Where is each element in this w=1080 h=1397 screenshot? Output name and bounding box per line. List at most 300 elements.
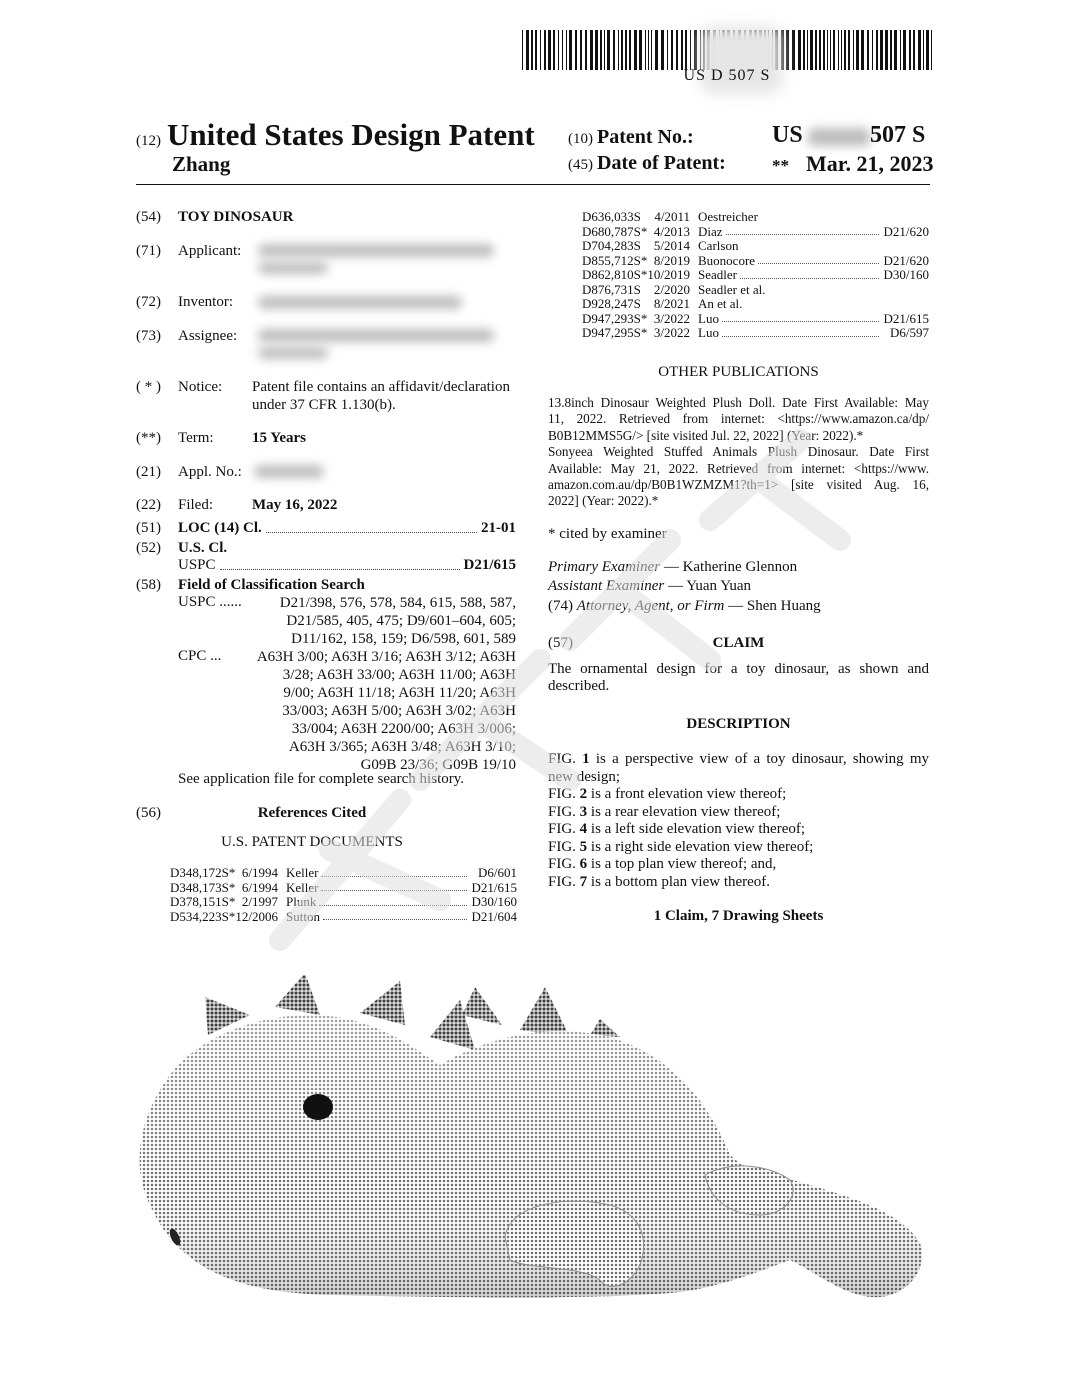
ref-class: D6/597: [890, 325, 929, 340]
search-uspc-prefix: USPC ......: [178, 594, 242, 610]
ref-star: *: [228, 879, 236, 895]
ref-date: 10/2019: [647, 267, 690, 282]
ref-class: [884, 239, 930, 254]
fig-text: is a bottom plan view thereof.: [590, 873, 771, 890]
barcode-bar: [872, 30, 873, 70]
fig-text: is a front elevation view thereof;: [590, 786, 787, 802]
fig-text: is a right side elevation view thereof;: [590, 838, 814, 855]
date-of-patent-line: [568, 152, 726, 175]
barcode-bar: [618, 30, 619, 70]
title-text: United States Design Patent: [167, 117, 535, 152]
ref-kind: S: [633, 325, 641, 340]
fig-prefix: FIG.: [548, 873, 576, 890]
ref-star: *: [228, 908, 236, 924]
ref-name: Keller: [286, 866, 472, 881]
code-term: (**): [136, 430, 161, 446]
ref-name: An et al.: [698, 296, 743, 311]
barcode-bar: [639, 30, 642, 70]
ref-number: D876,731: [582, 281, 634, 297]
barcode-bar: [856, 30, 859, 70]
ref-class: D21/620: [883, 223, 929, 239]
ref-name: Seadler et al.: [698, 281, 766, 297]
code-71: (71): [136, 243, 161, 259]
barcode-bar: [531, 30, 533, 70]
claims-sheets-summary: 1 Claim, 7 Drawing Sheets: [653, 908, 824, 924]
search-uspc-classes: [250, 594, 516, 648]
ref-name: Carlson: [698, 238, 739, 253]
ref-kind: S: [221, 879, 229, 895]
barcode-bar: [798, 30, 801, 70]
search-uspc-line: D21/585, 405, 475; D9/601–604, 605;: [286, 613, 516, 629]
pub2-line: Available: May 21, 2022. Retrieved from internet: <https://www.: [548, 460, 929, 476]
barcode-bar: [667, 30, 668, 70]
barcode-bar: [913, 30, 915, 70]
notice-line-1: Patent file contains an affidavit/declaration: [252, 379, 510, 395]
code-56: (56): [136, 805, 161, 821]
ref-kind: S: [633, 252, 641, 268]
figure-description-line: [548, 856, 929, 874]
ref-date: 8/2021: [653, 296, 690, 311]
barcode-bar: [661, 30, 664, 70]
ref-leader: [758, 262, 878, 264]
ref-name: Diaz: [698, 225, 884, 240]
pub2-line: 2022] (Year: 2022).*: [548, 493, 659, 509]
appl-no-label: Appl. No.:: [178, 464, 242, 480]
barcode-bar: [544, 30, 546, 70]
attorney-label: Attorney, Agent, or Firm: [576, 598, 725, 614]
ref-number: D855,712: [582, 252, 634, 268]
ref-class: D21/604: [471, 908, 517, 924]
barcode-bar: [931, 30, 932, 70]
dinosaur-eye: [303, 1094, 333, 1120]
ref-number: D378,151: [170, 894, 222, 909]
field-of-search-label: Field of Classification Search: [178, 577, 365, 593]
ref-leader: [726, 233, 879, 235]
inventor-surname: Zhang: [172, 152, 231, 176]
search-cpc-line: 33/004; A63H 2200/00; A63H 3/006;: [291, 721, 516, 737]
other-publications-heading: OTHER PUBLICATIONS: [658, 364, 819, 380]
fig-text: is a perspective view of a toy dinosaur, showing my: [595, 751, 930, 767]
barcode-bar: [604, 30, 605, 70]
ref-date: 12/2006: [235, 908, 278, 924]
uspc-label: USPC: [178, 557, 216, 573]
ref-number: D636,033: [582, 209, 634, 224]
claim-line: described.: [548, 678, 610, 694]
primary-examiner-label: Primary Examiner: [548, 559, 661, 575]
ref-star: *: [228, 865, 236, 880]
barcode-bar: [867, 30, 869, 70]
ref-star: *: [640, 310, 648, 326]
barcode-bar: [838, 30, 839, 70]
ref-kind: S: [633, 310, 641, 326]
term-label: Term:: [178, 430, 214, 446]
barcode-text: US D 507 S: [683, 67, 771, 84]
claim-heading: CLAIM: [712, 635, 765, 651]
ref-kind: S: [633, 238, 641, 253]
code-52: (52): [136, 540, 161, 556]
search-cpc-line: G09B 23/36; G09B 19/10: [360, 757, 516, 773]
ref-date: 2/2020: [653, 281, 690, 297]
fig-prefix: FIG.: [548, 856, 576, 872]
header-rule: [136, 184, 930, 185]
ref-leader: [321, 889, 466, 891]
barcode-bar: [625, 30, 627, 70]
pub1-line: B0B12MMS5G/> [site visited Jul. 22, 2022] (Year: 2022).*: [548, 427, 864, 443]
patent-type-title: [136, 117, 535, 153]
patent-number-suffix: 507 S: [870, 122, 926, 148]
ref-number: D704,283: [582, 238, 634, 253]
ref-star: *: [640, 325, 648, 340]
cited-by-examiner-note: * cited by examiner: [548, 526, 667, 542]
barcode-bar: [848, 30, 850, 70]
barcode-bar: [894, 30, 897, 70]
ref-leader: [321, 875, 466, 877]
barcode-bar: [918, 30, 921, 70]
ref-name: Keller: [286, 881, 472, 896]
notice-label: Notice:: [178, 379, 223, 395]
ref-star: *: [228, 894, 236, 909]
attorney-line: [548, 598, 821, 615]
assignee-label: Assignee:: [178, 328, 238, 344]
ref-kind: S: [221, 894, 229, 909]
code-72: (72): [136, 294, 161, 310]
barcode-bar: [861, 30, 864, 70]
ref-leader: [319, 904, 466, 906]
barcode-bar: [569, 30, 572, 70]
fig-number: 1: [582, 751, 590, 767]
references-cited-heading: References Cited: [257, 805, 367, 821]
barcode-bar: [830, 30, 831, 70]
barcode-bar: [876, 30, 878, 70]
claim-line: The ornamental design for a toy dinosaur, as shown and: [548, 661, 929, 677]
applicant-redaction: [258, 244, 494, 257]
figure-list: [548, 751, 929, 891]
barcode-bar: [819, 30, 821, 70]
patent-number-redaction: [808, 128, 870, 146]
ref-number: D680,787: [582, 223, 634, 239]
term-value: 15 Years: [252, 430, 307, 446]
refs_left-row: [170, 881, 517, 896]
barcode-bar: [580, 30, 582, 70]
barcode-bar: [600, 30, 602, 70]
ref-class: D21/615: [883, 310, 929, 326]
figure-description-line: [548, 751, 929, 769]
loc-value: 21-01: [481, 520, 516, 536]
ref-date: 6/1994: [241, 865, 278, 880]
search-cpc-line: 3/28; A63H 33/00; A63H 11/00; A63H: [282, 667, 516, 683]
pub2-line: Sonyeea Weighted Stuffed Animals Plush Dinosaur. Date First: [548, 444, 929, 460]
ref-class: [884, 210, 930, 225]
fig-text: is a top plan view thereof; and,: [590, 856, 777, 872]
fig-text: is a rear elevation view thereof;: [590, 803, 781, 820]
barcode-bar: [535, 30, 537, 70]
refs_right-row: [582, 225, 929, 240]
search-cpc-line: A63H 3/365; A63H 3/48; A63H 3/10;: [288, 739, 516, 755]
ref-number: D348,172: [170, 865, 222, 880]
barcode-bar: [900, 30, 901, 70]
claim-text: [548, 661, 929, 695]
code-51: (51): [136, 520, 161, 536]
ref-kind: S: [221, 908, 229, 924]
ref-class: D30/160: [883, 267, 929, 282]
barcode-bar: [923, 30, 924, 70]
ref-date: 4/2011: [654, 209, 690, 224]
barcode-bar: [671, 30, 673, 70]
patent-number-line: [568, 126, 694, 149]
fig-prefix: FIG.: [548, 838, 576, 855]
primary-examiner-line: [548, 559, 797, 576]
barcode-bar: [786, 30, 789, 70]
fig-prefix: FIG.: [548, 803, 576, 820]
figure-description-line: [548, 874, 929, 892]
fig-number: 7: [579, 873, 588, 890]
code-74: (74): [548, 598, 573, 614]
ref-number: D928,247: [582, 296, 634, 311]
barcode-bar: [926, 30, 929, 70]
barcode-bar: [540, 30, 541, 70]
search-cpc-prefix: CPC ...: [178, 648, 222, 664]
refs_right-row: [582, 312, 929, 327]
barcode-bar: [607, 30, 610, 70]
ref-kind: S: [633, 209, 641, 224]
barcode-bar: [880, 30, 883, 70]
figure-description-line: [548, 839, 929, 857]
barcode-bar: [909, 30, 911, 70]
appl-no-redaction: [254, 465, 324, 478]
figure-description-line: [548, 786, 929, 804]
code-57: (57): [548, 635, 573, 651]
uspc-leader: [220, 557, 460, 570]
assistant-examiner-line: [548, 578, 751, 595]
barcode-bar: [558, 30, 559, 70]
barcode-bar: [815, 30, 817, 70]
filed-value: May 16, 2022: [252, 497, 338, 513]
code-notice: ( * ): [136, 379, 161, 395]
ref-date: 6/1994: [241, 879, 278, 895]
other-publication-1: [548, 395, 929, 510]
inventor-redaction: [258, 296, 462, 309]
barcode-bar: [823, 30, 825, 70]
ref-number: D947,295: [582, 325, 634, 340]
barcode-bar: [890, 30, 892, 70]
figure-description-line: [548, 769, 929, 787]
barcode-bar: [566, 30, 567, 70]
refs_left-row: [170, 895, 517, 910]
code-54: (54): [136, 209, 161, 225]
barcode-bar: [613, 30, 615, 70]
search-cpc-classes: [234, 648, 516, 774]
toy-dinosaur-figure: [130, 975, 930, 1305]
ref-name: Plunk: [286, 895, 472, 910]
barcode-bar: [803, 30, 805, 70]
applicant-label: Applicant:: [178, 243, 242, 259]
refs_left-row: [170, 866, 517, 881]
ref-class: D21/620: [883, 252, 929, 268]
fig-number: 3: [579, 803, 588, 820]
assistant-examiner-name: — Yuan Yuan: [668, 578, 752, 594]
pub2-line: amazon.com.au/dp/B0B1WZMZM1?th=1> [site visited Aug. 16,: [548, 477, 929, 493]
code-58: (58): [136, 577, 161, 593]
code-10: (10): [568, 131, 593, 147]
uspc-value: D21/615: [463, 557, 516, 573]
barcode-bar: [694, 30, 697, 70]
ref-name: Luo: [698, 326, 884, 341]
barcode-bar: [885, 30, 888, 70]
applicant-redaction-2: [258, 262, 328, 274]
barcode-bar: [681, 30, 683, 70]
barcode-bar: [676, 30, 678, 70]
ref-kind: S: [633, 281, 641, 297]
code-22: (22): [136, 497, 161, 513]
code-21: (21): [136, 464, 161, 480]
ref-name: Buonocore: [698, 254, 884, 269]
ref-name: Sutton: [286, 910, 472, 925]
refs_right-row: [582, 254, 929, 269]
barcode-bar: [827, 30, 828, 70]
fig-number: 5: [579, 838, 588, 855]
fig-prefix: FIG.: [548, 821, 576, 837]
uspc-line: [178, 557, 516, 574]
ref-leader: [722, 320, 879, 322]
barcode-bar: [585, 30, 587, 70]
ref-number: D947,293: [582, 310, 634, 326]
barcode-bar: [648, 30, 649, 70]
ref-class: D6/601: [478, 865, 517, 880]
search-cpc-line: 9/00; A63H 11/18; A63H 11/20; A63H: [283, 685, 516, 701]
ref-leader: [722, 335, 879, 337]
ref-kind: S: [633, 296, 641, 311]
barcode-bar: [651, 30, 652, 70]
figure-description-line: [548, 804, 929, 822]
fig-text: is a left side elevation view thereof;: [590, 821, 806, 837]
primary-examiner-name: — Katherine Glennon: [663, 559, 798, 575]
barcode-bar: [833, 30, 835, 70]
barcode-bar: [595, 30, 598, 70]
barcode-bar: [655, 30, 658, 70]
code-73: (73): [136, 328, 161, 344]
ref-star: *: [640, 267, 648, 282]
filed-label: Filed:: [178, 497, 214, 513]
barcode-bar: [645, 30, 646, 70]
loc-class-line: [178, 520, 516, 537]
fig-number: 6: [579, 856, 588, 872]
pub1-line: 13.8inch Dinosaur Weighted Plush Doll. Date First Available: May: [548, 395, 929, 410]
ref-number: D534,223: [170, 908, 222, 924]
barcode-bar: [844, 30, 846, 70]
ref-name: Oestreicher: [698, 209, 758, 224]
us-patent-documents-heading: U.S. PATENT DOCUMENTS: [221, 834, 403, 850]
ref-kind: S: [633, 267, 641, 282]
ref-leader: [323, 918, 467, 920]
pub1-line: 11, 2022. Retrieved from internet: <https://www.amazon.ca/dp/: [548, 411, 929, 427]
barcode-bar: [634, 30, 637, 70]
fig-text: new design;: [548, 768, 621, 785]
assignee-redaction: [258, 329, 494, 342]
ref-class: [884, 283, 930, 298]
ref-class: D30/160: [471, 894, 517, 909]
barcode-bar: [685, 30, 687, 70]
barcode-bar: [562, 30, 563, 70]
refs_left-row: [170, 910, 517, 925]
search-cpc-line: 33/003; A63H 5/00; A63H 3/02; A63H: [282, 703, 516, 719]
assistant-examiner-label: Assistant Examiner: [548, 578, 665, 594]
barcode-bar: [841, 30, 842, 70]
barcode-bar: [807, 30, 808, 70]
ref-date: 5/2014: [653, 238, 690, 253]
design-title: TOY DINOSAUR: [178, 209, 294, 225]
code-45: (45): [568, 157, 593, 173]
ref-star: *: [640, 252, 648, 268]
ref-number: D348,173: [170, 879, 222, 895]
search-uspc-line: D21/398, 576, 578, 584, 615, 588, 587,: [279, 595, 516, 611]
loc-label: LOC (14) Cl.: [178, 520, 262, 536]
ref-kind: S: [633, 223, 641, 239]
refs_right-row: [582, 283, 929, 298]
barcode-bar: [792, 30, 795, 70]
barcode-bar: [548, 30, 551, 70]
ref-date: 4/2013: [653, 223, 690, 239]
fig-number: 2: [579, 786, 588, 802]
assignee-redaction-2: [258, 347, 328, 359]
barcode-bar: [621, 30, 623, 70]
ref-number: D862,810: [582, 267, 634, 282]
ref-class: [884, 297, 930, 312]
figure-description-line: [548, 821, 929, 839]
ref-name: Seadler: [698, 268, 884, 283]
refs_right-row: [582, 239, 929, 254]
date-value: Mar. 21, 2023: [806, 151, 934, 176]
barcode-bar: [590, 30, 593, 70]
barcode-bar: [853, 30, 854, 70]
inventor-label: Inventor:: [178, 294, 233, 310]
barcode-bar: [553, 30, 555, 70]
search-uspc-line: D11/162, 158, 159; D6/598, 601, 589: [291, 631, 516, 647]
ref-star: *: [640, 223, 648, 239]
notice-line-2: under 37 CFR 1.130(b).: [252, 397, 396, 413]
patent-no-label: Patent No.:: [597, 126, 694, 148]
barcode-bar: [629, 30, 631, 70]
ref-date: 3/2022: [653, 310, 690, 326]
us-cl-label: U.S. Cl.: [178, 540, 228, 556]
fig-number: 4: [579, 821, 588, 837]
refs_right-row: [582, 210, 929, 225]
ref-kind: S: [221, 865, 229, 880]
barcode-bar: [575, 30, 577, 70]
code-12: (12): [136, 133, 161, 149]
barcode-bar: [522, 30, 523, 70]
date-marker: **: [772, 156, 789, 175]
references-table-right: [582, 210, 929, 341]
references-table-left: [170, 866, 517, 924]
barcode-bar: [690, 30, 691, 70]
refs_right-row: [582, 268, 929, 283]
refs_right-row: [582, 297, 929, 312]
date-label: Date of Patent:: [597, 152, 726, 174]
fig-prefix: FIG.: [548, 751, 576, 767]
barcode-bar: [903, 30, 906, 70]
ref-date: 2/1997: [241, 894, 278, 909]
search-history-note: See application file for complete search history.: [178, 771, 465, 787]
fig-prefix: FIG.: [548, 786, 576, 802]
loc-leader: [266, 520, 477, 533]
barcode-bar: [526, 30, 529, 70]
refs_right-row: [582, 326, 929, 341]
ref-date: 3/2022: [653, 325, 690, 340]
patent-number-prefix: US: [772, 122, 803, 148]
ref-class: D21/615: [471, 879, 517, 895]
barcode-bar: [810, 30, 813, 70]
attorney-name: — Shen Huang: [728, 598, 821, 614]
